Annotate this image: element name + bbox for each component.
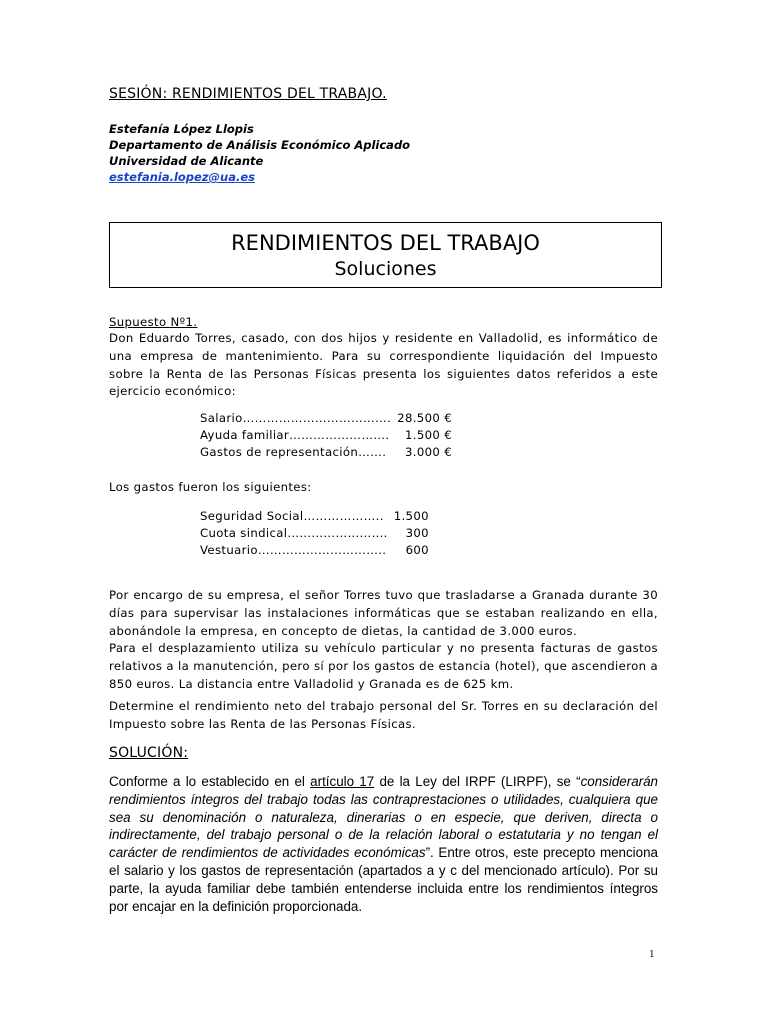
solucion-text-2: de la Ley del IRPF (LIRPF), se “ <box>379 774 581 789</box>
income-label: Salario………………………………. <box>200 411 392 425</box>
author-block <box>109 121 410 185</box>
expense-label: Vestuario………………………….. <box>200 543 387 557</box>
gastos-heading: Los gastos fueron los siguientes: <box>109 480 312 494</box>
solucion-text-3: ”. Entre otros, este precepto menciona el salario y los gastos de representación (apartados a y c del mencionado artículo). Por su parte, la ayuda familiar debe también entenderse incluida entre los rendimientos íntegros por encajar en la definición proporcionada. <box>109 845 659 914</box>
income-item <box>200 410 452 427</box>
solucion-text-1: Conforme a lo establecido en el <box>109 774 305 789</box>
expense-item <box>200 542 429 559</box>
page-number: 1 <box>649 948 655 960</box>
supuesto-heading: Supuesto Nº1. <box>109 315 198 329</box>
expense-value: 300 <box>405 526 429 540</box>
university: Universidad de Alicante <box>109 154 264 168</box>
expense-label: Cuota sindical……………………. <box>200 526 388 540</box>
encargo-text-2: Para el desplazamiento utiliza su vehículo particular y no presenta facturas de gastos relativos a la manutención, pero sí por los gastos de estancia (hotel), que ascendieron a 850 euros. La distancia entre Valladolid y Granada es de 625 km. <box>109 641 658 691</box>
session-title: SESIÓN: RENDIMIENTOS DEL TRABAJO. <box>109 86 387 102</box>
supuesto-intro: Don Eduardo Torres, casado, con dos hijos y residente en Valladolid, es informático de una empresa de mantenimiento. Para su correspondiente liquidación del Impuesto sobre la Renta de las Personas Físicas presenta los siguientes datos referidos a este ejercicio económico: <box>109 331 658 399</box>
encargo-text-1: Por encargo de su empresa, el señor Torres tuvo que trasladarse a Granada durante 30 días para supervisar las instalaciones informáticas que se estaban realizando en ella, abonándole la empresa, en concepto de dietas, la cantidad de 3.000 euros. <box>109 588 658 638</box>
document-subtitle: Soluciones <box>334 258 437 280</box>
author-name: Estefanía López Llopis <box>109 122 254 136</box>
expense-item <box>200 525 429 542</box>
solucion-heading: SOLUCIÓN: <box>109 745 189 761</box>
income-value: 28.500 € <box>397 411 453 425</box>
income-label: Ayuda familiar……………………. <box>200 428 390 442</box>
income-list <box>200 410 452 461</box>
author-email-link[interactable]: estefania.lopez@ua.es <box>109 170 255 184</box>
expense-label: Seguridad Social……………….. <box>200 509 384 523</box>
expense-value: 600 <box>405 543 429 557</box>
department: Departamento de Análisis Económico Aplicado <box>109 138 411 152</box>
document-title: RENDIMIENTOS DEL TRABAJO <box>231 231 540 255</box>
income-value: 1.500 € <box>404 428 453 442</box>
solucion-quote: considerarán rendimientos íntegros del trabajo todas las contraprestaciones o utilidades, cualquiera que sea su denominación o naturaleza, dinerarias o en especie, que deriven, directa o indirectamente, del trabajo personal o de la relación laboral o estatutaria y no tengan el carácter de rendimientos de actividades económicas <box>109 774 658 861</box>
income-label: Gastos de representación……. <box>200 445 387 459</box>
income-item <box>200 427 452 444</box>
title-box <box>109 222 662 288</box>
income-value: 3.000 € <box>404 445 453 459</box>
expense-list <box>200 508 429 559</box>
solucion-paragraph <box>109 773 658 915</box>
encargo-paragraph <box>109 587 658 694</box>
expense-value: 1.500 <box>393 509 429 523</box>
articulo-17-link[interactable]: artículo 17 <box>310 774 375 789</box>
expense-item <box>200 508 429 525</box>
income-item <box>200 444 452 461</box>
determine-paragraph: Determine el rendimiento neto del trabajo personal del Sr. Torres en su declaración del Impuesto sobre las Renta de las Personas Físicas. <box>109 699 658 731</box>
